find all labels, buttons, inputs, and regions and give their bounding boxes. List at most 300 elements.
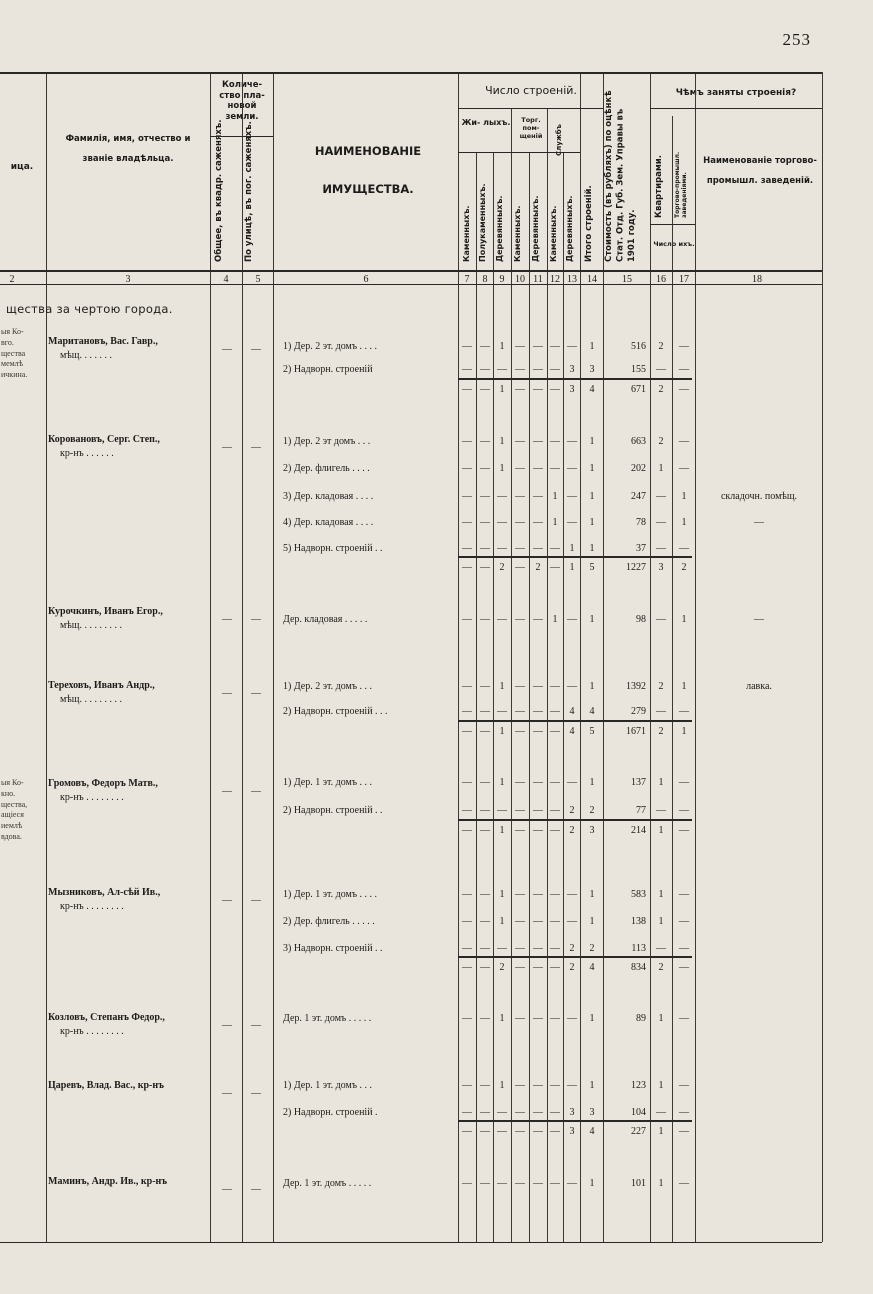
empty-dash: —: [515, 562, 525, 573]
count-cell: 1: [681, 491, 687, 502]
empty-dash: —: [679, 916, 689, 927]
empty-dash: —: [462, 943, 472, 954]
owner-title: мѣщ. . . . . . .: [60, 350, 112, 361]
empty-dash: —: [515, 341, 525, 352]
property-name: 2) Надворн. строеній: [283, 364, 373, 375]
empty-dash: —: [480, 614, 490, 625]
col-header-service: Службъ: [555, 124, 563, 156]
count-cell: 1: [499, 463, 505, 474]
margin-note: ыя Ко- кно. щества, ащіеся иемлѣ вдова.: [1, 778, 28, 841]
empty-dash: —: [480, 706, 490, 717]
empty-dash: —: [550, 1080, 560, 1091]
empty-dash: —: [533, 491, 543, 502]
count-cell: 1: [589, 491, 595, 502]
empty-dash: —: [533, 726, 543, 737]
col-header-land-total: Общее, въ квадр. саженяхъ.: [214, 119, 224, 262]
empty-dash: —: [567, 681, 577, 692]
empty-dash: —: [533, 341, 543, 352]
empty-dash: —: [480, 491, 490, 502]
empty-dash: —: [515, 436, 525, 447]
empty-dash: —: [679, 1013, 689, 1024]
empty-dash: —: [515, 614, 525, 625]
column-rule: [603, 72, 604, 1242]
count-cell: 2: [589, 943, 595, 954]
owner-name: Козловъ, Степанъ Федор.,: [48, 1012, 165, 1023]
value-cell: 1227: [626, 562, 646, 573]
empty-dash: —: [550, 706, 560, 717]
empty-dash: —: [462, 1013, 472, 1024]
count-cell: 1: [589, 889, 595, 900]
value-cell: 202: [631, 463, 646, 474]
col-header-buildings: Число строеній.: [485, 84, 577, 97]
value-cell: 101: [631, 1178, 646, 1189]
empty-dash: —: [222, 1088, 232, 1099]
empty-dash: —: [462, 825, 472, 836]
margin-note: ыя Ко- вго. щества мемлѣ ичкина.: [1, 327, 28, 380]
count-cell: 1: [499, 341, 505, 352]
subtotal-rule: [458, 720, 692, 722]
count-cell: 4: [589, 706, 595, 717]
count-cell: 2: [658, 681, 664, 692]
empty-dash: —: [480, 962, 490, 973]
empty-dash: —: [533, 1080, 543, 1091]
empty-dash: —: [497, 491, 507, 502]
owner-name: Маминъ, Андр. Ив., кр-нъ: [48, 1176, 168, 1187]
empty-dash: —: [480, 543, 490, 554]
empty-dash: —: [515, 543, 525, 554]
row-rule: [650, 224, 695, 225]
col-header-trade-est: Торгово-промышл. заведеніями.: [674, 151, 688, 218]
column-rule: [458, 72, 459, 1242]
empty-dash: —: [533, 916, 543, 927]
value-cell: 104: [631, 1107, 646, 1118]
empty-dash: —: [533, 463, 543, 474]
empty-dash: —: [515, 1013, 525, 1024]
empty-dash: —: [533, 1178, 543, 1189]
col-header-total: Итого строеній.: [584, 185, 594, 262]
count-cell: 1: [589, 463, 595, 474]
count-cell: 5: [589, 562, 595, 573]
count-cell: 1: [589, 517, 595, 528]
row-rule: [0, 270, 822, 272]
row-rule: [210, 136, 273, 137]
value-cell: 214: [631, 825, 646, 836]
count-cell: 2: [681, 562, 687, 573]
row-rule: [0, 1242, 822, 1243]
property-name: 2) Надворн. строеній .: [283, 1107, 378, 1118]
owner-name: Громовъ, Федоръ Матв.,: [48, 778, 158, 789]
empty-dash: —: [515, 777, 525, 788]
count-cell: 1: [499, 889, 505, 900]
count-cell: 1: [569, 543, 575, 554]
empty-dash: —: [497, 543, 507, 554]
column-rule: [493, 152, 494, 1242]
empty-dash: —: [462, 1126, 472, 1137]
empty-dash: —: [462, 1178, 472, 1189]
column-rule: [242, 72, 243, 1242]
empty-dash: —: [679, 384, 689, 395]
count-cell: 3: [569, 384, 575, 395]
empty-dash: —: [679, 364, 689, 375]
count-cell: 2: [658, 384, 664, 395]
property-name: Дер. 1 эт. домъ . . . . .: [283, 1178, 372, 1189]
empty-dash: —: [533, 1126, 543, 1137]
empty-dash: —: [251, 614, 261, 625]
column-rule: [822, 72, 823, 1242]
property-name: 4) Дер. кладовая . . . .: [283, 517, 374, 528]
empty-dash: —: [222, 786, 232, 797]
property-name: 1) Дер. 2 эт. домъ . . . .: [283, 341, 378, 352]
column-number: 16: [656, 274, 666, 285]
empty-dash: —: [550, 562, 560, 573]
empty-dash: —: [480, 341, 490, 352]
subtotal-rule: [458, 819, 692, 821]
property-name: 2) Надворн. строеній . .: [283, 805, 383, 816]
empty-dash: —: [480, 384, 490, 395]
empty-dash: —: [533, 706, 543, 717]
empty-dash: —: [251, 786, 261, 797]
value-cell: 78: [636, 517, 646, 528]
empty-dash: —: [497, 1178, 507, 1189]
col-header-land-street: По улицѣ, въ пог. саженяхъ.: [244, 121, 254, 262]
empty-dash: —: [251, 344, 261, 355]
page-number: 253: [782, 30, 811, 49]
empty-dash: —: [550, 364, 560, 375]
value-cell: 663: [631, 436, 646, 447]
count-cell: 3: [658, 562, 664, 573]
column-number: 3: [125, 274, 131, 285]
empty-dash: —: [480, 889, 490, 900]
value-cell: 583: [631, 889, 646, 900]
column-number: 2: [9, 274, 15, 285]
owner-title: мѣщ. . . . . . . . .: [60, 620, 122, 631]
column-rule: [529, 152, 530, 1242]
property-name: 2) Дер. флигель . . . .: [283, 463, 370, 474]
property-name: 1) Дер. 2 эт. домъ . . .: [283, 681, 373, 692]
count-cell: 3: [569, 364, 575, 375]
column-number: 17: [679, 274, 689, 285]
empty-dash: —: [480, 463, 490, 474]
empty-dash: —: [497, 1126, 507, 1137]
empty-dash: —: [480, 916, 490, 927]
column-number: 6: [363, 274, 369, 285]
value-cell: 113: [631, 943, 646, 954]
col-header-t-wooden: Деревянныхъ.: [531, 195, 540, 262]
empty-dash: —: [533, 805, 543, 816]
count-cell: 1: [658, 1013, 664, 1024]
value-cell: 123: [631, 1080, 646, 1091]
empty-dash: —: [515, 681, 525, 692]
empty-dash: —: [462, 384, 472, 395]
empty-dash: —: [480, 436, 490, 447]
property-name: Дер. кладовая . . . . .: [283, 614, 368, 625]
empty-dash: —: [679, 543, 689, 554]
count-cell: 2: [658, 341, 664, 352]
count-cell: 2: [499, 962, 505, 973]
empty-dash: —: [533, 614, 543, 625]
empty-dash: —: [462, 1080, 472, 1091]
empty-dash: —: [550, 341, 560, 352]
count-cell: 2: [658, 726, 664, 737]
owner-name: Мызниковъ, Ал-сѣй Ив.,: [48, 887, 161, 898]
empty-dash: —: [480, 943, 490, 954]
empty-dash: —: [550, 777, 560, 788]
column-rule: [695, 72, 696, 1242]
empty-dash: —: [533, 436, 543, 447]
empty-dash: —: [462, 962, 472, 973]
empty-dash: —: [656, 1107, 666, 1118]
empty-dash: —: [550, 463, 560, 474]
empty-dash: —: [656, 805, 666, 816]
col-header-t-stone: Каменныхъ.: [513, 205, 522, 262]
empty-dash: —: [515, 1080, 525, 1091]
count-cell: 1: [658, 916, 664, 927]
count-cell: 1: [658, 777, 664, 788]
empty-dash: —: [515, 1126, 525, 1137]
value-cell: 247: [631, 491, 646, 502]
subtotal-rule: [458, 956, 692, 958]
empty-dash: —: [550, 1013, 560, 1024]
count-cell: 1: [499, 681, 505, 692]
empty-dash: —: [480, 1178, 490, 1189]
empty-dash: —: [533, 943, 543, 954]
empty-dash: —: [462, 889, 472, 900]
empty-dash: —: [550, 726, 560, 737]
count-cell: 2: [658, 436, 664, 447]
empty-dash: —: [462, 341, 472, 352]
empty-dash: —: [480, 777, 490, 788]
empty-dash: —: [679, 825, 689, 836]
row-rule: [650, 108, 822, 109]
empty-dash: —: [462, 463, 472, 474]
count-cell: 2: [569, 962, 575, 973]
empty-dash: —: [251, 1020, 261, 1031]
count-cell: 4: [589, 384, 595, 395]
empty-dash: —: [656, 491, 666, 502]
owner-name: Коровановъ, Серг. Степ.,: [48, 434, 160, 445]
empty-dash: —: [462, 706, 472, 717]
column-number: 14: [587, 274, 597, 285]
col-header-establishment: Наименованіе торгово-промышл. заведеній.: [703, 156, 817, 186]
empty-dash: —: [515, 962, 525, 973]
count-cell: 1: [589, 341, 595, 352]
count-cell: 1: [589, 1013, 595, 1024]
count-cell: 1: [681, 517, 687, 528]
column-number: 5: [255, 274, 261, 285]
empty-dash: —: [550, 681, 560, 692]
row-rule: [458, 152, 580, 153]
empty-dash: —: [533, 543, 543, 554]
count-cell: 1: [589, 681, 595, 692]
empty-dash: —: [462, 805, 472, 816]
empty-dash: —: [222, 1184, 232, 1195]
subtotal-rule: [458, 378, 692, 380]
empty-dash: —: [679, 1178, 689, 1189]
empty-dash: —: [533, 384, 543, 395]
empty-dash: —: [533, 825, 543, 836]
empty-dash: —: [462, 614, 472, 625]
count-cell: 2: [569, 805, 575, 816]
count-cell: 1: [499, 777, 505, 788]
empty-dash: —: [656, 364, 666, 375]
column-rule: [273, 72, 274, 1242]
empty-dash: —: [515, 726, 525, 737]
count-cell: 1: [499, 916, 505, 927]
subtotal-rule: [458, 1120, 692, 1122]
count-cell: 1: [658, 1178, 664, 1189]
property-name: 3) Дер. кладовая . . . .: [283, 491, 374, 502]
count-cell: 5: [589, 726, 595, 737]
owner-name: Царевъ, Влад. Вас., кр-нъ: [48, 1080, 164, 1091]
count-cell: 1: [589, 916, 595, 927]
empty-dash: —: [462, 543, 472, 554]
empty-dash: —: [515, 1178, 525, 1189]
column-number: 15: [622, 274, 632, 285]
col-header-fragment: ица.: [10, 162, 34, 172]
empty-dash: —: [550, 889, 560, 900]
count-cell: 1: [499, 1080, 505, 1091]
count-cell: 1: [499, 726, 505, 737]
column-rule: [580, 72, 581, 1242]
empty-dash: —: [656, 706, 666, 717]
empty-dash: —: [462, 777, 472, 788]
count-cell: 1: [499, 384, 505, 395]
count-cell: 1: [552, 614, 558, 625]
value-cell: 1671: [626, 726, 646, 737]
empty-dash: —: [222, 614, 232, 625]
value-cell: 98: [636, 614, 646, 625]
count-cell: 1: [569, 562, 575, 573]
column-number: 12: [550, 274, 560, 285]
col-header-b-wooden: Деревянныхъ.: [495, 195, 504, 262]
value-cell: 1392: [626, 681, 646, 692]
owner-title: кр-нъ . . . . . . . .: [60, 792, 124, 803]
establishment-cell: складочн. помѣщ.: [720, 491, 798, 502]
empty-dash: —: [567, 341, 577, 352]
property-name: 1) Дер. 2 эт домъ . . .: [283, 436, 371, 447]
empty-dash: —: [480, 1013, 490, 1024]
column-number: 18: [752, 274, 762, 285]
column-rule: [46, 72, 47, 1242]
count-cell: 1: [552, 517, 558, 528]
empty-dash: —: [515, 491, 525, 502]
count-cell: 1: [681, 726, 687, 737]
empty-dash: —: [550, 436, 560, 447]
empty-dash: —: [222, 895, 232, 906]
column-number: 8: [482, 274, 488, 285]
empty-dash: —: [462, 1107, 472, 1118]
row-rule: [458, 108, 603, 109]
owner-title: кр-нъ . . . . . . . .: [60, 1026, 124, 1037]
column-rule: [210, 72, 211, 1242]
value-cell: 77: [636, 805, 646, 816]
empty-dash: —: [567, 777, 577, 788]
count-cell: 1: [658, 889, 664, 900]
empty-dash: —: [480, 517, 490, 528]
empty-dash: —: [679, 943, 689, 954]
empty-dash: —: [533, 1107, 543, 1118]
empty-dash: —: [515, 384, 525, 395]
empty-dash: —: [497, 943, 507, 954]
empty-dash: —: [679, 1107, 689, 1118]
count-cell: 1: [499, 1013, 505, 1024]
empty-dash: —: [567, 614, 577, 625]
property-name: 2) Надворн. строеній . . .: [283, 706, 388, 717]
empty-dash: —: [251, 442, 261, 453]
count-cell: 1: [658, 1080, 664, 1091]
count-cell: 1: [589, 1080, 595, 1091]
empty-dash: —: [480, 364, 490, 375]
empty-dash: —: [480, 726, 490, 737]
column-rule: [476, 152, 477, 1242]
empty-dash: —: [480, 825, 490, 836]
empty-dash: —: [222, 688, 232, 699]
count-cell: 3: [589, 825, 595, 836]
col-header-land: Количе- ство пла- новой земли.: [219, 80, 265, 122]
empty-dash: —: [550, 384, 560, 395]
owner-name: Курочкинъ, Иванъ Егор.,: [48, 606, 163, 617]
empty-dash: —: [656, 543, 666, 554]
section-title: щества за чертою города.: [6, 302, 173, 316]
empty-dash: —: [462, 726, 472, 737]
establishment-cell: лавка.: [746, 681, 772, 692]
col-header-value: Стоимость (въ рубляхъ) по оцѣнкѣ Стат. Отд. Губ. Зем. Управы въ 1901 году.: [604, 90, 637, 262]
empty-dash: —: [679, 889, 689, 900]
empty-dash: —: [462, 681, 472, 692]
count-cell: 2: [658, 962, 664, 973]
empty-dash: —: [462, 491, 472, 502]
empty-dash: —: [497, 805, 507, 816]
count-cell: 1: [658, 1126, 664, 1137]
empty-dash: —: [251, 895, 261, 906]
count-cell: 3: [569, 1107, 575, 1118]
value-cell: 834: [631, 962, 646, 973]
empty-dash: —: [533, 962, 543, 973]
owner-name: Тереховъ, Иванъ Андр.,: [48, 680, 155, 691]
count-cell: 3: [569, 1126, 575, 1137]
empty-dash: —: [679, 805, 689, 816]
establishment-cell: —: [754, 517, 764, 528]
empty-dash: —: [679, 962, 689, 973]
count-cell: 1: [658, 825, 664, 836]
count-cell: 4: [569, 726, 575, 737]
count-cell: 4: [569, 706, 575, 717]
count-cell: 2: [569, 825, 575, 836]
empty-dash: —: [550, 543, 560, 554]
empty-dash: —: [497, 614, 507, 625]
empty-dash: —: [567, 1178, 577, 1189]
empty-dash: —: [462, 364, 472, 375]
empty-dash: —: [497, 706, 507, 717]
empty-dash: —: [222, 344, 232, 355]
empty-dash: —: [515, 706, 525, 717]
value-cell: 155: [631, 364, 646, 375]
count-cell: 3: [589, 364, 595, 375]
property-name: Дер. 1 эт. домъ . . . . .: [283, 1013, 372, 1024]
empty-dash: —: [480, 1126, 490, 1137]
count-cell: 1: [499, 825, 505, 836]
column-number: 10: [515, 274, 525, 285]
empty-dash: —: [462, 517, 472, 528]
count-cell: 2: [569, 943, 575, 954]
col-header-b-stone: Каменныхъ.: [462, 205, 471, 262]
col-header-count: Число ихъ.: [653, 240, 695, 248]
col-header-property-2: ИМУЩЕСТВА.: [322, 182, 414, 196]
ledger-table: [0, 72, 822, 1242]
value-cell: 89: [636, 1013, 646, 1024]
owner-name: Маритановъ, Вас. Гавр.,: [48, 336, 158, 347]
value-cell: 279: [631, 706, 646, 717]
